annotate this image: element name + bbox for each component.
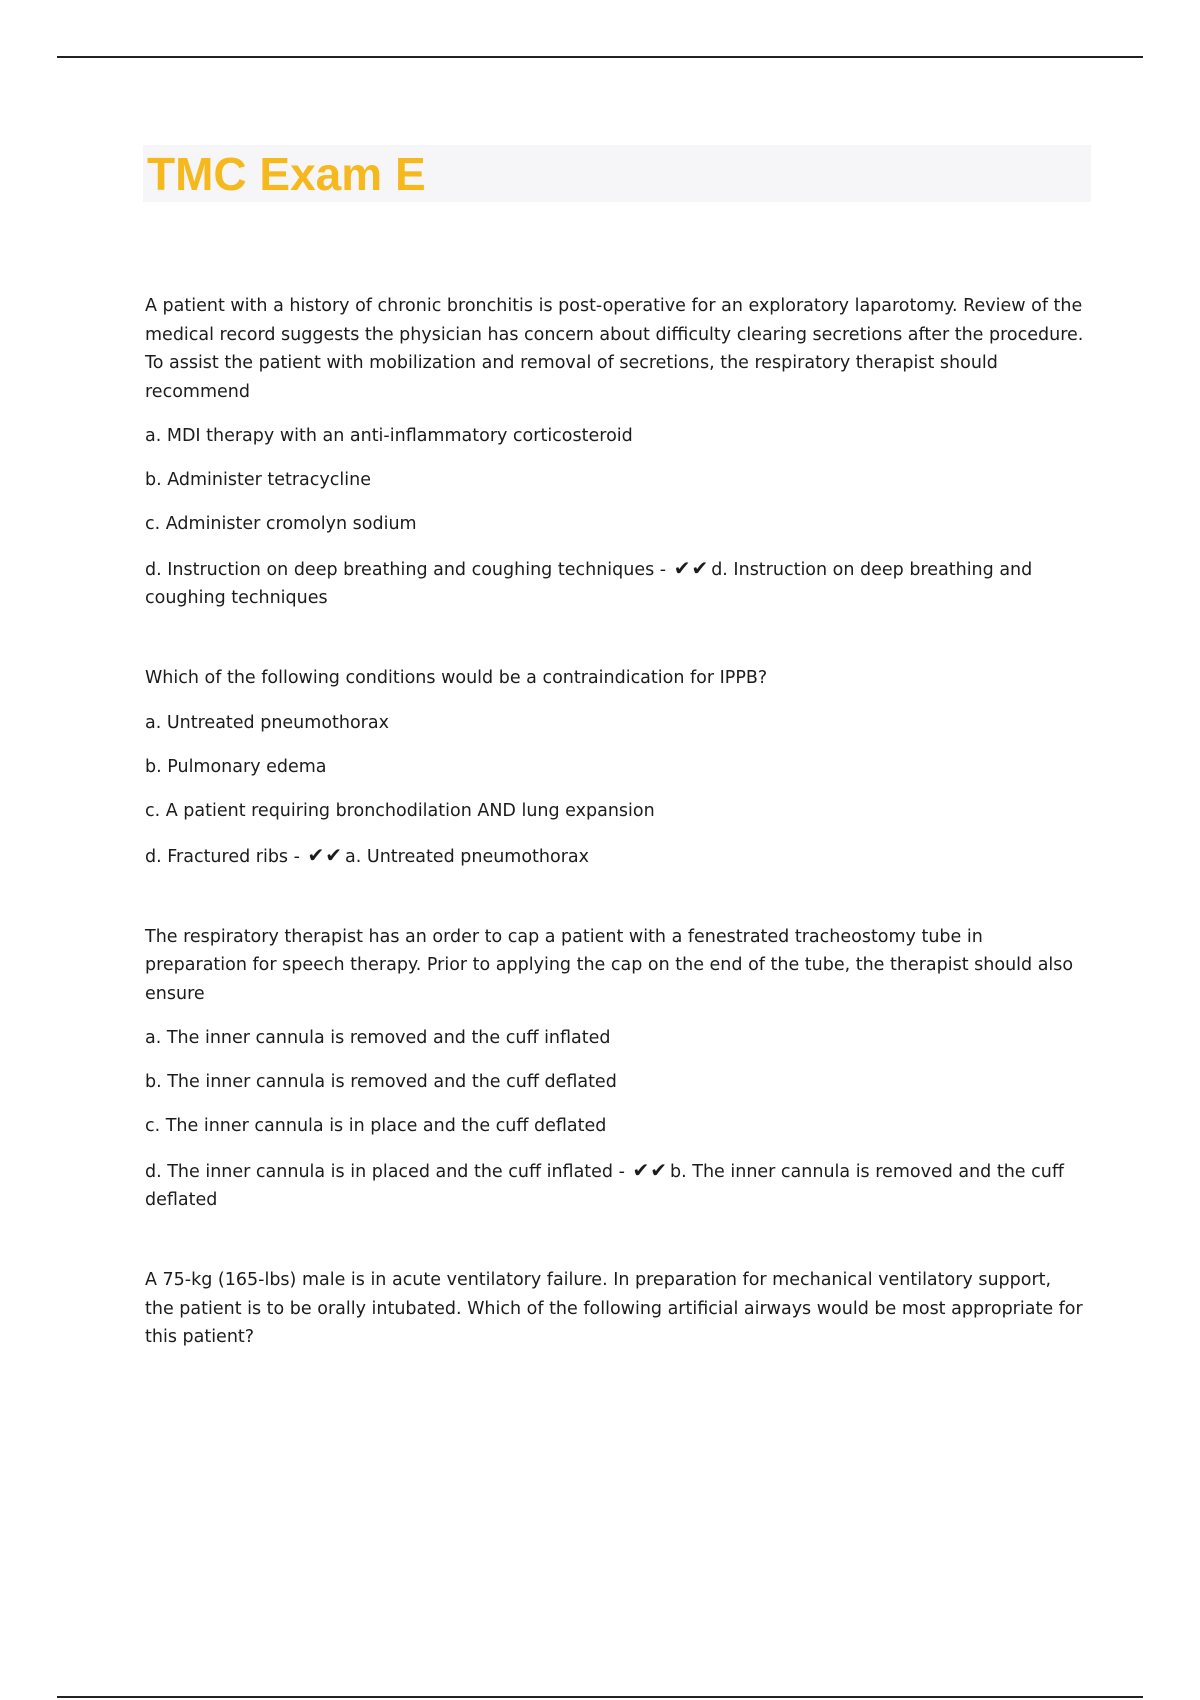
- question-stem: A patient with a history of chronic bronchitis is post-operative for an exploratory laparotomy. Review of the medical record suggests the physician has concern about difficulty clearing secretions after the procedure. To assist the patient with mobilization and removal of secretions, the respiratory therapist should recommend: [145, 296, 1084, 402]
- question-1: [145, 292, 1085, 612]
- bottom-rule: [57, 1696, 1143, 1698]
- top-rule: [57, 56, 1143, 58]
- question-stem: A 75-kg (165-lbs) male is in acute ventilatory failure. In preparation for mechanical ventilatory support, the patient is to be orally intubated. Which of the following artificial airways would be most appropriate for this patient?: [145, 1270, 1083, 1347]
- option-d: d. Instruction on deep breathing and coughing techniques -: [145, 560, 667, 580]
- option-b: b. Administer tetracycline: [145, 470, 371, 490]
- option-d-with-answer: [145, 1156, 1085, 1214]
- question-3: [145, 923, 1085, 1215]
- option-a: a. The inner cannula is removed and the cuff inflated: [145, 1028, 611, 1048]
- option-d-with-answer: [145, 841, 1085, 871]
- double-check-icon: ✔✔: [307, 842, 344, 867]
- option-d-with-answer: [145, 554, 1085, 612]
- document-title: TMC Exam E: [147, 148, 426, 200]
- option-c: c. A patient requiring bronchodilation AND lung expansion: [145, 800, 655, 821]
- option-c: c. Administer cromolyn sodium: [145, 514, 417, 534]
- double-check-icon: ✔✔: [632, 1158, 669, 1182]
- question-stem: The respiratory therapist has an order to cap a patient with a fenestrated tracheostomy tube in preparation for speech therapy. Prior to applying the cap on the end of the tube, the therapist should also ensure: [145, 926, 1074, 1004]
- question-2: [145, 664, 1085, 871]
- answer-text: a. Untreated pneumothorax: [345, 846, 589, 867]
- double-check-icon: ✔✔: [673, 556, 710, 580]
- title-bar: [143, 145, 1091, 202]
- option-d: d. Fractured ribs -: [145, 846, 300, 867]
- option-d: d. The inner cannula is in placed and the cuff inflated -: [145, 1162, 625, 1182]
- option-b: b. Pulmonary edema: [145, 756, 327, 777]
- question-4: [145, 1266, 1085, 1352]
- question-list: [145, 292, 1085, 1404]
- option-a: a. MDI therapy with an anti-inflammatory corticosteroid: [145, 426, 633, 446]
- answer-text: b. The inner cannula is removed and the cuff deflated: [145, 1162, 1064, 1210]
- question-stem: Which of the following conditions would be a contraindication for IPPB?: [145, 668, 768, 688]
- option-b: b. The inner cannula is removed and the cuff deflated: [145, 1072, 617, 1092]
- option-c: c. The inner cannula is in place and the cuff deflated: [145, 1116, 607, 1136]
- answer-text: d. Instruction on deep breathing and coughing techniques: [145, 560, 1033, 608]
- option-a: a. Untreated pneumothorax: [145, 712, 389, 733]
